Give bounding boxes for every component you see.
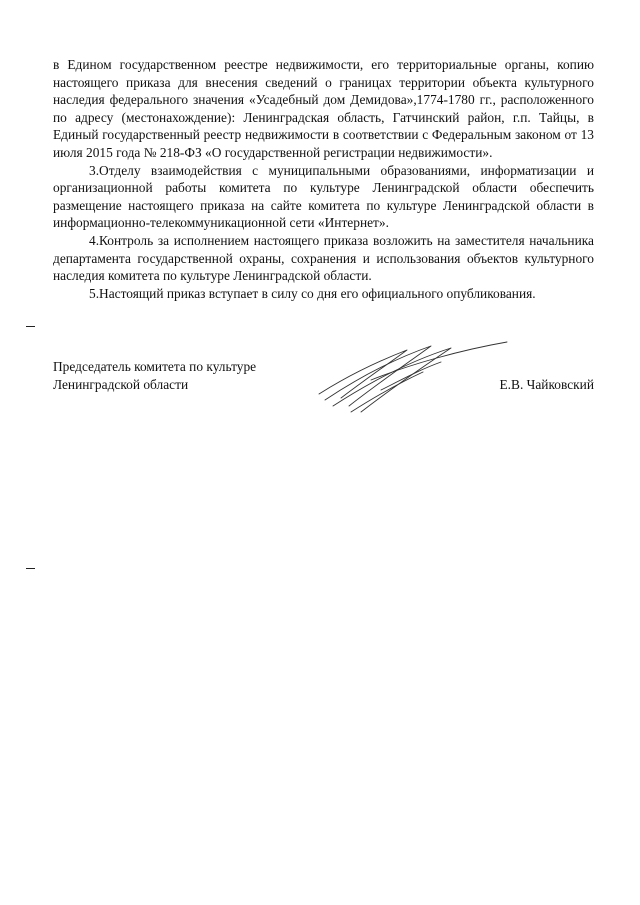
document-body [53,56,594,302]
signature-block [53,358,594,438]
signer-name: Е.В. Чайковский [499,376,594,392]
margin-mark-bottom [26,568,35,569]
paragraph-item-4: 4.Контроль за исполнением настоящего приказа возложить на заместителя начальника департамента государственной охраны, сохранения и использования объектов культурного наследия комитета по культуре Ленинградской области. [53,232,594,284]
paragraph-registry: в Едином государственном реестре недвижимости, его территориальные органы, копию настоящего приказа для внесения сведений о границах территории объекта культурного наследия федерального значения «Усадебный дом Демидова»,1774-1780 гг., расположенного по адресу (местонахождение): Ленинградская область, Гатчинский район, г.п. Тайцы, в Единый государственный реестр недвижимости в соответствии с Федеральным законом от 13 июля 2015 года № 218-ФЗ «О государственной регистрации недвижимости». [53,57,594,160]
signer-title: Председатель комитета по культуре Ленинградской области [53,359,257,392]
paragraph-item-3: 3.Отделу взаимодействия с муниципальными образованиями, информатизации и организационной работы комитета по культуре Ленинградской области обеспечить размещение настоящего приказа на сайте комитета по культуре Ленинградской области в информационно-телекоммуникационной сети «Интернет». [53,162,594,231]
margin-mark-top [26,326,35,327]
paragraph-item-5: 5.Настоящий приказ вступает в силу со дня его официального опубликования. [89,285,536,301]
handwritten-signature-icon [311,340,511,420]
